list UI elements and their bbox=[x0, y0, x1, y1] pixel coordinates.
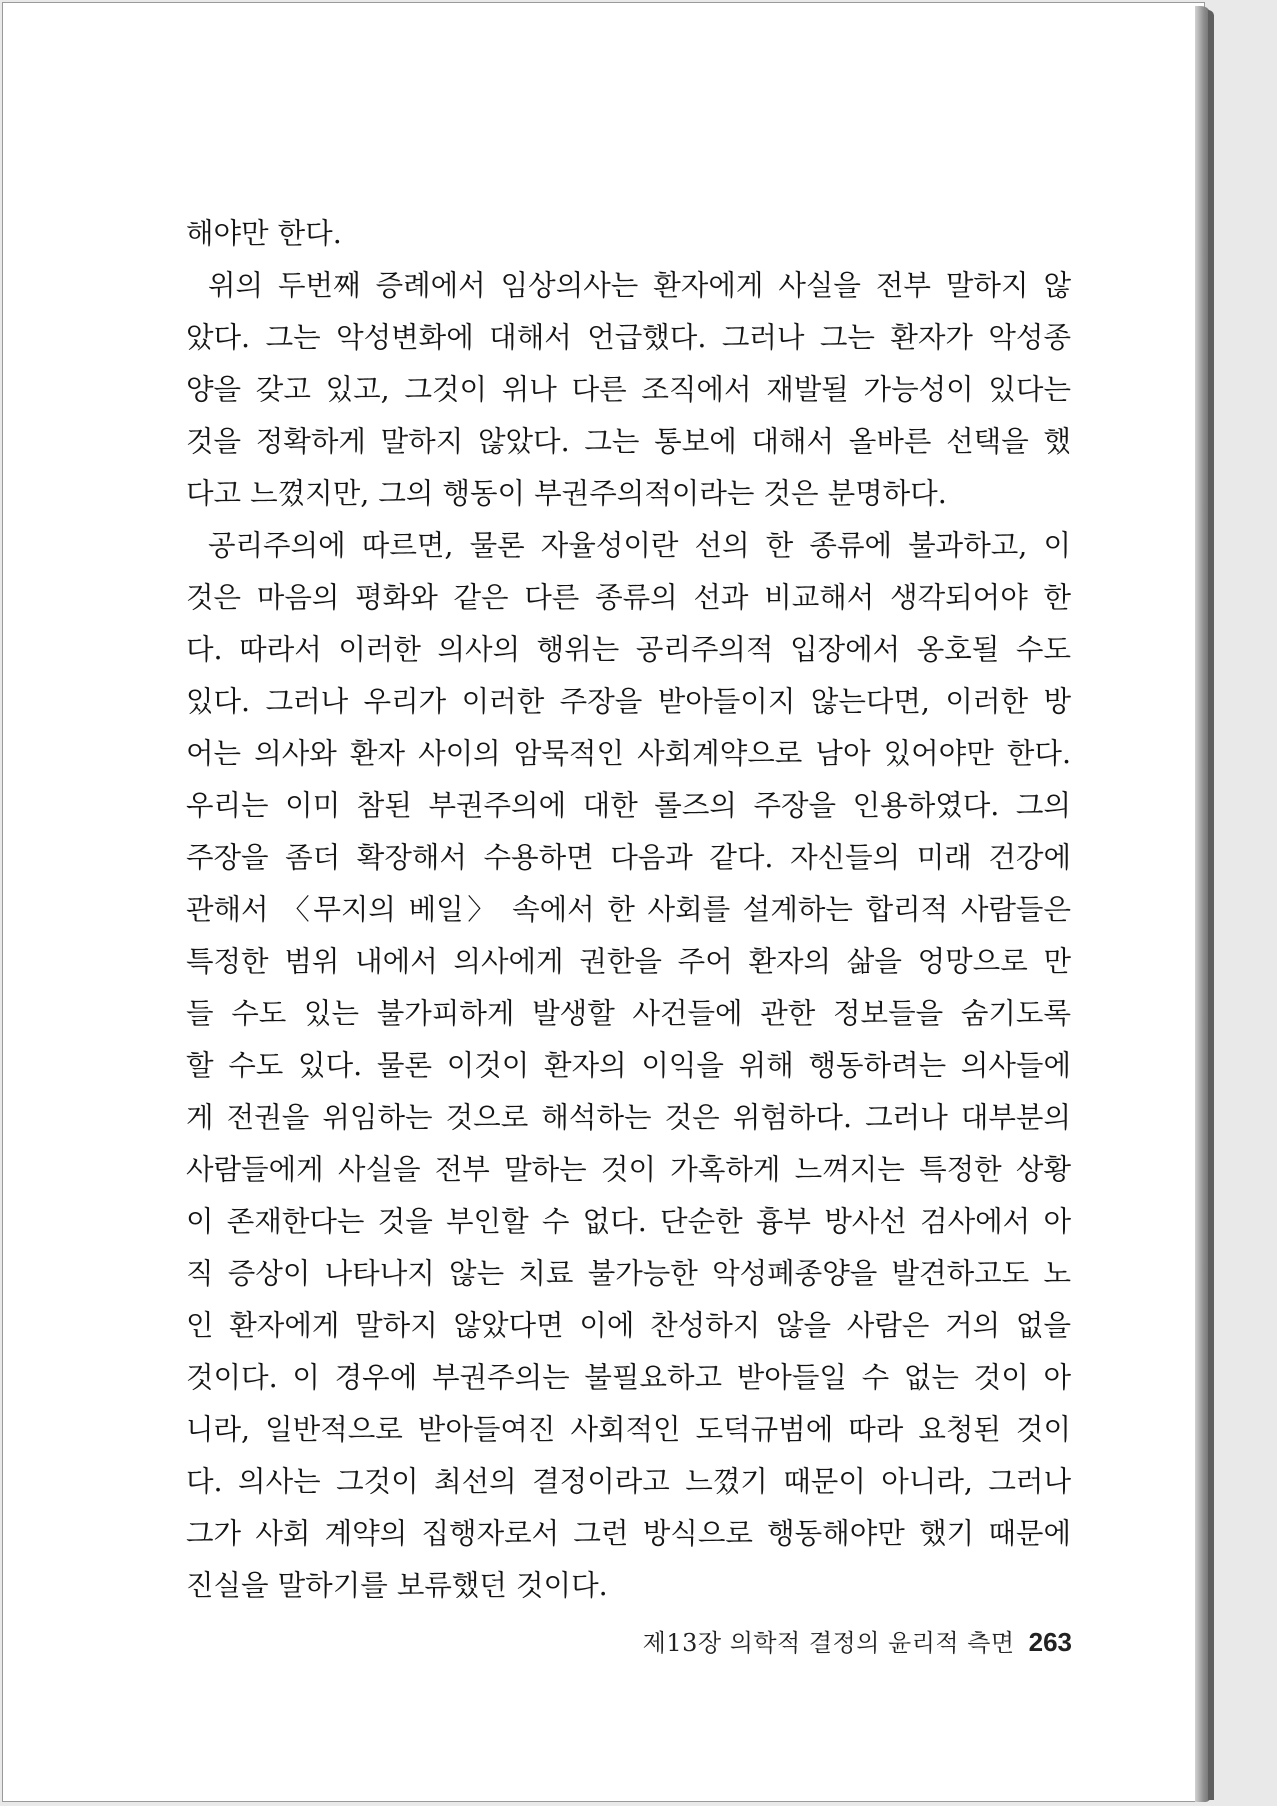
text-line: 위의 두번째 증례에서 임상의사는 환자에게 사실을 전부 말하지 않 bbox=[208, 269, 1071, 302]
text-line: 우리는 이미 참된 부권주의에 대한 롤즈의 주장을 인용하였다. 그의 bbox=[186, 789, 1071, 822]
text-line: 어는 의사와 환자 사이의 암묵적인 사회계약으로 남아 있어야만 한다. bbox=[186, 737, 1071, 770]
text-line: 할 수도 있다. 물론 이것이 환자의 이익을 위해 행동하려는 의사들에 bbox=[186, 1049, 1071, 1082]
text-line: 해야만 한다. bbox=[186, 217, 342, 250]
text-line: 양을 갖고 있고, 그것이 위나 다른 조직에서 재발될 가능성이 있다는 bbox=[186, 373, 1071, 406]
text-line: 진실을 말하기를 보류했던 것이다. bbox=[186, 1569, 608, 1602]
body-text bbox=[186, 208, 1071, 1612]
text-line: 것은 마음의 평화와 같은 다른 종류의 선과 비교해서 생각되어야 한 bbox=[186, 581, 1071, 614]
text-line: 사람들에게 사실을 전부 말하는 것이 가혹하게 느껴지는 특정한 상황 bbox=[186, 1153, 1071, 1186]
text-line: 들 수도 있는 불가피하게 발생할 사건들에 관한 정보들을 숨기도록 bbox=[186, 997, 1071, 1030]
page-footer bbox=[643, 1622, 1072, 1662]
text-line: 관해서 〈무지의 베일〉 속에서 한 사회를 설계하는 합리적 사람들은 bbox=[186, 893, 1071, 926]
text-line: 있다. 그러나 우리가 이러한 주장을 받아들이지 않는다면, 이러한 방 bbox=[186, 685, 1071, 718]
text-line: 공리주의에 따르면, 물론 자율성이란 선의 한 종류에 불과하고, 이 bbox=[208, 529, 1071, 562]
text-line: 다고 느꼈지만, 그의 행동이 부권주의적이라는 것은 분명하다. bbox=[186, 477, 947, 510]
page-edge-stack bbox=[1208, 10, 1214, 1800]
text-line: 것이다. 이 경우에 부권주의는 불필요하고 받아들일 수 없는 것이 아 bbox=[186, 1361, 1071, 1394]
text-line: 았다. 그는 악성변화에 대해서 언급했다. 그러나 그는 환자가 악성종 bbox=[186, 321, 1071, 354]
text-line: 게 전권을 위임하는 것으로 해석하는 것은 위험하다. 그러나 대부분의 bbox=[186, 1101, 1071, 1134]
text-line: 다. 따라서 이러한 의사의 행위는 공리주의적 입장에서 옹호될 수도 bbox=[186, 633, 1071, 666]
text-line: 직 증상이 나타나지 않는 치료 불가능한 악성폐종양을 발견하고도 노 bbox=[186, 1257, 1071, 1290]
text-line: 것을 정확하게 말하지 않았다. 그는 통보에 대해서 올바른 선택을 했 bbox=[186, 425, 1071, 458]
running-chapter-title: 제13장 의학적 결정의 윤리적 측면 bbox=[642, 1629, 1015, 1657]
text-line: 다. 의사는 그것이 최선의 결정이라고 느꼈기 때문이 아니라, 그러나 bbox=[186, 1465, 1071, 1498]
text-line: 그가 사회 계약의 집행자로서 그런 방식으로 행동해야만 했기 때문에 bbox=[186, 1517, 1071, 1550]
text-line: 주장을 좀더 확장해서 수용하면 다음과 같다. 자신들의 미래 건강에 bbox=[186, 841, 1071, 874]
text-line: 인 환자에게 말하지 않았다면 이에 찬성하지 않을 사람은 거의 없을 bbox=[186, 1309, 1071, 1342]
text-line: 특정한 범위 내에서 의사에게 권한을 주어 환자의 삶을 엉망으로 만 bbox=[186, 945, 1071, 978]
text-line: 니라, 일반적으로 받아들여진 사회적인 도덕규범에 따라 요청된 것이 bbox=[186, 1413, 1071, 1446]
text-line: 이 존재한다는 것을 부인할 수 없다. 단순한 흉부 방사선 검사에서 아 bbox=[186, 1205, 1071, 1238]
page-number: 263 bbox=[1028, 1627, 1072, 1657]
